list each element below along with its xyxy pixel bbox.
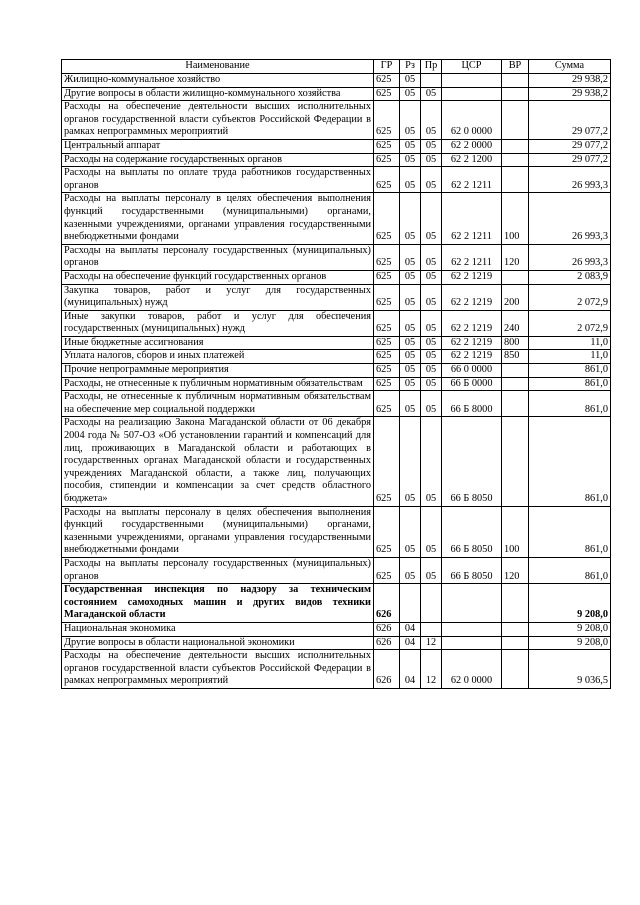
- table-row: [62, 622, 611, 636]
- row-pr: 05: [421, 364, 442, 378]
- row-sum: 26 993,3: [529, 193, 611, 244]
- row-vr: [502, 650, 529, 689]
- table-header-row: [62, 60, 611, 74]
- table-row: [62, 650, 611, 689]
- row-sum: 2 083,9: [529, 270, 611, 284]
- row-pr: 05: [421, 310, 442, 336]
- row-csr: [442, 87, 502, 101]
- row-sum: 861,0: [529, 377, 611, 391]
- row-pr: 05: [421, 167, 442, 193]
- row-rz: 05: [400, 270, 421, 284]
- row-vr: [502, 87, 529, 101]
- row-name: Другие вопросы в области национальной экономики: [62, 636, 374, 650]
- row-sum: 861,0: [529, 557, 611, 583]
- row-gr: 625: [374, 270, 400, 284]
- row-rz: 05: [400, 139, 421, 153]
- row-name: Расходы на выплаты персоналу государственных (муниципальных) органов: [62, 244, 374, 270]
- table-row: [62, 270, 611, 284]
- row-name: Расходы на выплаты персоналу в целях обеспечения выполнения функций государственными (муниципальными) органами, казенными учреждениями, органами управления государственными внебюджетными фондами: [62, 193, 374, 244]
- row-sum: 861,0: [529, 391, 611, 417]
- row-rz: 04: [400, 636, 421, 650]
- row-vr: [502, 270, 529, 284]
- row-csr: 62 2 1211: [442, 193, 502, 244]
- header-vr: ВР: [502, 60, 529, 74]
- header-sum: Сумма: [529, 60, 611, 74]
- row-rz: 05: [400, 153, 421, 167]
- table-row: [62, 244, 611, 270]
- row-pr: 05: [421, 391, 442, 417]
- row-name: Иные закупки товаров, работ и услуг для обеспечения государственных (муниципальных) нужд: [62, 310, 374, 336]
- row-sum: 11,0: [529, 336, 611, 350]
- table-row: [62, 167, 611, 193]
- row-gr: 625: [374, 336, 400, 350]
- row-rz: 05: [400, 364, 421, 378]
- row-pr: 05: [421, 87, 442, 101]
- row-rz: 05: [400, 101, 421, 140]
- row-vr: 200: [502, 284, 529, 310]
- row-rz: 05: [400, 377, 421, 391]
- row-rz: 05: [400, 557, 421, 583]
- table-row: [62, 417, 611, 506]
- row-csr: [442, 74, 502, 88]
- row-gr: 625: [374, 310, 400, 336]
- row-gr: 625: [374, 377, 400, 391]
- table-row: [62, 636, 611, 650]
- table-row: [62, 74, 611, 88]
- row-gr: 626: [374, 650, 400, 689]
- row-pr: 05: [421, 153, 442, 167]
- row-pr: 12: [421, 650, 442, 689]
- table-row: [62, 153, 611, 167]
- header-rz: Рз: [400, 60, 421, 74]
- row-vr: [502, 74, 529, 88]
- row-pr: 05: [421, 417, 442, 506]
- row-name: Государственная инспекция по надзору за техническим состоянием самоходных машин и других видов техники Магаданской области: [62, 584, 374, 623]
- row-gr: 625: [374, 101, 400, 140]
- row-pr: 05: [421, 506, 442, 557]
- row-rz: 05: [400, 74, 421, 88]
- row-csr: [442, 636, 502, 650]
- header-name: Наименование: [62, 60, 374, 74]
- row-gr: 625: [374, 284, 400, 310]
- row-vr: [502, 584, 529, 623]
- table-row: [62, 310, 611, 336]
- row-pr: [421, 622, 442, 636]
- row-sum: 2 072,9: [529, 284, 611, 310]
- row-name: Расходы на выплаты персоналу в целях обеспечения выполнения функций государственными (муниципальными) органами, казенными учреждениями, органами управления государственными внебюджетными фондами: [62, 506, 374, 557]
- row-name: Иные бюджетные ассигнования: [62, 336, 374, 350]
- row-pr: 05: [421, 284, 442, 310]
- row-rz: 05: [400, 284, 421, 310]
- table-body: [62, 74, 611, 689]
- row-gr: 625: [374, 417, 400, 506]
- row-csr: 66 Б 8050: [442, 417, 502, 506]
- row-csr: 62 2 1211: [442, 244, 502, 270]
- row-csr: 62 2 1219: [442, 284, 502, 310]
- table-row: [62, 87, 611, 101]
- row-pr: 05: [421, 139, 442, 153]
- row-pr: 05: [421, 557, 442, 583]
- row-vr: [502, 101, 529, 140]
- row-sum: 9 208,0: [529, 622, 611, 636]
- row-gr: 626: [374, 584, 400, 623]
- row-sum: 861,0: [529, 417, 611, 506]
- row-name: Расходы, не отнесенные к публичным нормативным обязательствам на обеспечение мер социальной поддержки: [62, 391, 374, 417]
- table-row: [62, 364, 611, 378]
- row-name: Прочие непрограммные мероприятия: [62, 364, 374, 378]
- row-name: Расходы на обеспечение деятельности высших исполнительных органов государственной власти субъектов Российской Федерации в рамках непрограммных мероприятий: [62, 101, 374, 140]
- row-gr: 625: [374, 167, 400, 193]
- header-gr: ГР: [374, 60, 400, 74]
- row-pr: [421, 74, 442, 88]
- row-sum: 861,0: [529, 506, 611, 557]
- row-vr: 120: [502, 557, 529, 583]
- row-pr: 05: [421, 193, 442, 244]
- row-csr: 62 0 0000: [442, 650, 502, 689]
- row-sum: 29 077,2: [529, 139, 611, 153]
- row-gr: 626: [374, 622, 400, 636]
- row-csr: 66 Б 8000: [442, 391, 502, 417]
- row-pr: [421, 584, 442, 623]
- row-csr: 62 2 1200: [442, 153, 502, 167]
- table-row: [62, 193, 611, 244]
- row-csr: 62 0 0000: [442, 101, 502, 140]
- row-sum: 9 208,0: [529, 636, 611, 650]
- row-rz: 05: [400, 350, 421, 364]
- row-gr: 625: [374, 364, 400, 378]
- row-name: Расходы на реализацию Закона Магаданской области от 06 декабря 2004 года № 507-ОЗ «Об установлении гарантий и компенсаций для лиц, проживающих в Магаданской области и работающих в государственных органах Магаданской области и государственных учреждениях Магаданской области, а также лиц, получающих пособия, стипендии и компенсации за счет средств областного бюджета»: [62, 417, 374, 506]
- table-row: [62, 506, 611, 557]
- table-row: [62, 336, 611, 350]
- row-name: Национальная экономика: [62, 622, 374, 636]
- row-rz: 05: [400, 244, 421, 270]
- row-name: Расходы на обеспечение деятельности высших исполнительных органов государственной власти субъектов Российской Федерации в рамках непрограммных мероприятий: [62, 650, 374, 689]
- row-rz: 05: [400, 391, 421, 417]
- row-csr: [442, 622, 502, 636]
- row-vr: 100: [502, 506, 529, 557]
- row-csr: 66 Б 8050: [442, 506, 502, 557]
- row-sum: 9 208,0: [529, 584, 611, 623]
- row-csr: 66 Б 8050: [442, 557, 502, 583]
- row-csr: 62 2 1219: [442, 310, 502, 336]
- row-sum: 29 077,2: [529, 101, 611, 140]
- row-sum: 26 993,3: [529, 167, 611, 193]
- table-row: [62, 557, 611, 583]
- row-csr: 62 2 1219: [442, 350, 502, 364]
- row-gr: 625: [374, 506, 400, 557]
- row-vr: 850: [502, 350, 529, 364]
- budget-table: [61, 59, 611, 689]
- row-pr: 05: [421, 350, 442, 364]
- row-vr: 240: [502, 310, 529, 336]
- row-csr: 62 2 0000: [442, 139, 502, 153]
- row-sum: 29 938,2: [529, 74, 611, 88]
- row-rz: 05: [400, 167, 421, 193]
- row-rz: 04: [400, 650, 421, 689]
- row-rz: 05: [400, 336, 421, 350]
- row-name: Уплата налогов, сборов и иных платежей: [62, 350, 374, 364]
- row-sum: 29 938,2: [529, 87, 611, 101]
- row-rz: 05: [400, 193, 421, 244]
- row-vr: [502, 391, 529, 417]
- row-rz: 05: [400, 310, 421, 336]
- row-name: Центральный аппарат: [62, 139, 374, 153]
- row-gr: 625: [374, 391, 400, 417]
- row-name: Расходы на выплаты по оплате труда работников государственных органов: [62, 167, 374, 193]
- table-row: [62, 139, 611, 153]
- row-name: Расходы на выплаты персоналу государственных (муниципальных) органов: [62, 557, 374, 583]
- row-gr: 626: [374, 636, 400, 650]
- row-gr: 625: [374, 139, 400, 153]
- row-pr: 05: [421, 270, 442, 284]
- row-pr: 05: [421, 244, 442, 270]
- table-row: [62, 284, 611, 310]
- row-vr: 120: [502, 244, 529, 270]
- row-name: Другие вопросы в области жилищно-коммунального хозяйства: [62, 87, 374, 101]
- row-pr: 05: [421, 377, 442, 391]
- row-sum: 11,0: [529, 350, 611, 364]
- header-csr: ЦСР: [442, 60, 502, 74]
- row-vr: [502, 139, 529, 153]
- row-rz: [400, 584, 421, 623]
- row-name: Расходы на обеспечение функций государственных органов: [62, 270, 374, 284]
- row-sum: 9 036,5: [529, 650, 611, 689]
- row-name: Жилищно-коммунальное хозяйство: [62, 74, 374, 88]
- row-csr: [442, 584, 502, 623]
- row-vr: [502, 167, 529, 193]
- table-row: [62, 101, 611, 140]
- row-csr: 66 0 0000: [442, 364, 502, 378]
- row-csr: 62 2 1219: [442, 336, 502, 350]
- row-csr: 62 2 1211: [442, 167, 502, 193]
- row-vr: 100: [502, 193, 529, 244]
- table-row: [62, 377, 611, 391]
- row-vr: [502, 622, 529, 636]
- table-row: [62, 350, 611, 364]
- row-csr: 66 Б 0000: [442, 377, 502, 391]
- row-sum: 26 993,3: [529, 244, 611, 270]
- row-vr: [502, 153, 529, 167]
- table-row: [62, 391, 611, 417]
- row-gr: 625: [374, 153, 400, 167]
- row-rz: 05: [400, 87, 421, 101]
- row-vr: [502, 636, 529, 650]
- row-sum: 2 072,9: [529, 310, 611, 336]
- row-rz: 04: [400, 622, 421, 636]
- row-sum: 29 077,2: [529, 153, 611, 167]
- row-name: Расходы на содержание государственных органов: [62, 153, 374, 167]
- row-vr: [502, 417, 529, 506]
- row-gr: 625: [374, 193, 400, 244]
- row-sum: 861,0: [529, 364, 611, 378]
- table-row: [62, 584, 611, 623]
- row-gr: 625: [374, 87, 400, 101]
- row-gr: 625: [374, 74, 400, 88]
- row-gr: 625: [374, 557, 400, 583]
- row-vr: 800: [502, 336, 529, 350]
- row-pr: 12: [421, 636, 442, 650]
- row-name: Расходы, не отнесенные к публичным нормативным обязательствам: [62, 377, 374, 391]
- row-vr: [502, 364, 529, 378]
- row-pr: 05: [421, 101, 442, 140]
- row-rz: 05: [400, 417, 421, 506]
- row-vr: [502, 377, 529, 391]
- row-name: Закупка товаров, работ и услуг для государственных (муниципальных) нужд: [62, 284, 374, 310]
- row-gr: 625: [374, 244, 400, 270]
- row-rz: 05: [400, 506, 421, 557]
- row-pr: 05: [421, 336, 442, 350]
- row-gr: 625: [374, 350, 400, 364]
- row-csr: 62 2 1219: [442, 270, 502, 284]
- header-pr: Пр: [421, 60, 442, 74]
